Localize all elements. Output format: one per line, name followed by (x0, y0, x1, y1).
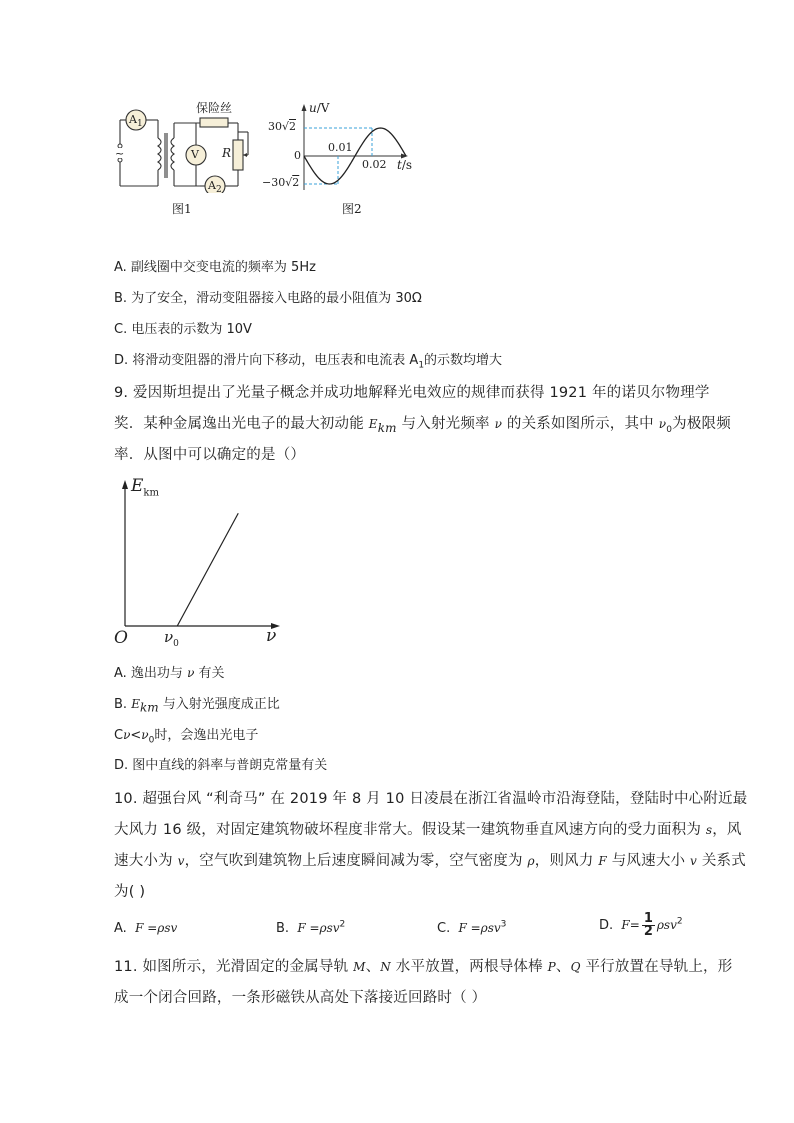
q9-option-b: B. $E_{km}$ 与入射光强度成正比 (114, 697, 280, 715)
q9-graph-origin: O (114, 628, 128, 648)
resistor-label: R (222, 146, 232, 160)
q9-graph-x-label: ν (266, 626, 277, 646)
q10-stem-line1: 10. 超强台风 “利奇马” 在 2019 年 8 月 10 日凌晨在浙江省温岭市沿海登陆，登陆时中心附近最 (114, 791, 748, 807)
q10-option-c: C. F =ρsv$^3$ (437, 919, 507, 936)
q9-stem-line3: 率．从图中可以确定的是（） (114, 447, 306, 463)
fig2-y-bottom-label: −30√2 (262, 176, 300, 189)
q10-stem-line4: 为( ) (114, 884, 146, 900)
q9-graph-line (177, 513, 238, 626)
fuse-label: 保险丝 (196, 101, 233, 115)
q8-option-b: B. 为了安全，滑动变阻器接入电路的最小阻值为 30Ω (114, 291, 422, 306)
fig2-x-axis-label: t/s (397, 158, 413, 172)
figure1-caption: 图1 (172, 202, 192, 216)
q9-graph (110, 476, 290, 652)
q9-graph-y-label: $E_{km}$ (131, 476, 159, 499)
q9-option-d: D. 图中直线的斜率与普朗克常量有关 (114, 758, 328, 773)
figure2-caption: 图2 (342, 202, 362, 216)
voltmeter-label: V (191, 148, 199, 161)
ac-symbol: ~ (115, 147, 125, 160)
q9-graph-x-intercept: $\nu_0$ (164, 628, 179, 649)
q10-option-d: D. F= $\frac{1}{2}$ ρsv$^2$ (599, 911, 683, 939)
q10-stem-line2: 大风力 16 级，对固定建筑物破坏程度非常大。假设某一建筑物垂直风速方向的受力面积为 s，风 (114, 822, 742, 838)
q11-stem-line1: 11. 如图所示，光滑固定的金属导轨 M、N 水平放置，两根导体棒 P、Q 平行放置在导轨上，形 (114, 959, 733, 975)
q8-option-a: A. 副线圈中交变电流的频率为 5Hz (114, 260, 316, 275)
q9-stem-line1: 9. 爱因斯坦提出了光量子概念并成功地解释光电效应的规律而获得 1921 年的诺贝尔物理学 (114, 385, 710, 401)
q10-stem-line3: 速大小为 v，空气吹到建筑物上后速度瞬间减为零，空气密度为 ρ，则风力 F 与风速大小 v 关系式 (114, 853, 746, 869)
q9-stem-line2: 奖．某种金属逸出光电子的最大初动能 $E_{km}$ 与入射光频率 ν 的关系如图所示，其中 $\nu_0$为极限频 (114, 416, 731, 435)
q9-option-c: $C\nu<\nu_0$时，会逸出光电子 (114, 728, 259, 746)
q8-option-c: C. 电压表的示数为 10V (114, 322, 252, 337)
fig2-t1-label: 0.01 (328, 141, 353, 154)
fig2-origin-label: 0 (294, 149, 301, 162)
fig2-y-top-label: 30√2 (268, 120, 297, 133)
q11-stem-line2: 成一个闭合回路，一条形磁铁从高处下落接近回路时（ ） (114, 990, 487, 1006)
q9-option-a: A. 逸出功与 ν 有关 (114, 666, 225, 681)
q10-option-b: B. F =ρsv$^2$ (276, 919, 346, 936)
fig2-y-axis-label: u/V (309, 101, 330, 115)
fig2-t2-label: 0.02 (362, 158, 387, 171)
ammeter2-label: $A_2$ (208, 179, 222, 196)
q10-option-a: A. F =ρsv (114, 921, 178, 936)
q8-option-d: D. 将滑动变阻器的滑片向下移动，电压表和电流表 $A_1$的示数均增大 (114, 353, 503, 371)
ammeter1-label: $A_1$ (129, 113, 143, 130)
q10-option-d-fraction: $\frac{1}{2}$ (643, 911, 653, 939)
